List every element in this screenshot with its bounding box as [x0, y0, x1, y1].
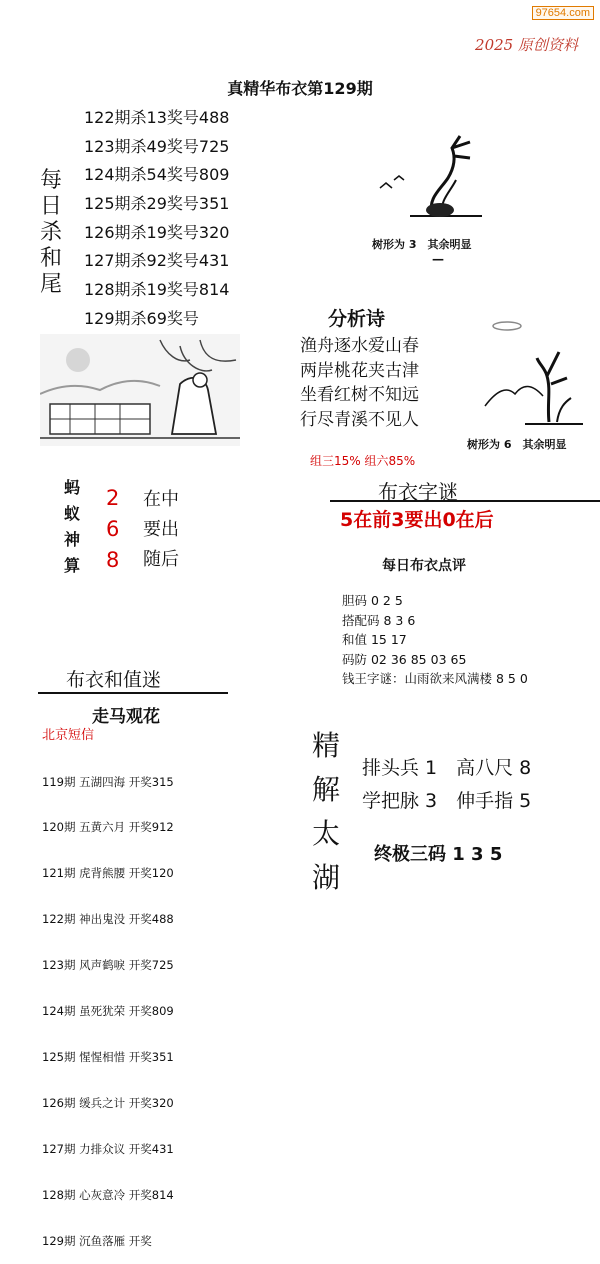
sum-riddle-title: 布衣和值迷	[66, 669, 162, 691]
table-row	[42, 1096, 174, 1111]
issue: 129期	[42, 1233, 76, 1248]
tree-shape-6-caption: 树形为 6 其余明显	[467, 438, 567, 451]
phrase: 神出鬼没	[79, 912, 126, 927]
sum-riddle-subtitle: 走马观花	[92, 707, 160, 727]
issue: 128期	[42, 1187, 76, 1202]
issue: 126期	[42, 1095, 76, 1110]
result: 开奖	[128, 1233, 152, 1248]
poem	[300, 334, 419, 432]
poem-title: 分析诗	[328, 308, 386, 330]
phrase: 沉鱼落雁	[79, 1233, 126, 1248]
result: 开奖912	[128, 820, 174, 835]
issue: 127期	[42, 1141, 76, 1156]
ant-number: 6	[106, 517, 120, 541]
table-row	[42, 912, 174, 927]
issue: 124期	[42, 1004, 76, 1019]
list-item: 129期杀69奖号	[84, 308, 199, 328]
ant-word: 随后	[143, 549, 179, 570]
ant-oracle-numbers	[106, 483, 124, 576]
phrase: 虽死犹荣	[79, 1004, 126, 1019]
ant-word: 在中	[143, 489, 179, 510]
taihu-vertical-label: 精解太湖	[312, 729, 341, 894]
final-three-codes: 终极三码 1 3 5	[374, 844, 503, 865]
daily-kill-vertical-label: 每日杀和尾	[40, 168, 63, 297]
kill-list	[84, 104, 229, 334]
table-row	[42, 1234, 174, 1249]
brand-stamp: 2025 原创资料	[475, 36, 578, 54]
daily-review	[342, 591, 528, 689]
table-row	[42, 1050, 174, 1065]
review-line: 和值 15 17	[342, 632, 407, 648]
scenery-illustration	[40, 334, 240, 446]
phrase: 惺惺相惜	[79, 1049, 126, 1064]
issue: 122期	[42, 912, 76, 927]
review-line: 搭配码 8 3 6	[342, 612, 416, 628]
taihu-riddles	[362, 752, 531, 818]
poem-line: 行尽青溪不见人	[300, 409, 419, 430]
ant-word: 要出	[143, 519, 179, 540]
beijing-sms-title: 北京短信	[42, 728, 95, 743]
phrase: 心灰意冷	[79, 1187, 126, 1202]
poem-line: 坐看红树不知远	[300, 385, 419, 405]
result: 开奖809	[128, 1004, 174, 1019]
result: 开奖315	[128, 774, 174, 789]
riddle-text: 5在前3要出0在后	[340, 509, 494, 531]
phrase: 风声鹤唳	[79, 958, 126, 973]
page-title: 真精华布衣第129期	[227, 79, 373, 98]
result: 开奖351	[128, 1049, 174, 1064]
table-row	[42, 958, 174, 973]
ant-oracle-label: 蚂蚁神算	[64, 478, 81, 575]
list-item: 122期杀13奖号488	[84, 108, 230, 127]
table-row	[42, 866, 174, 881]
divider	[330, 500, 600, 502]
review-line: 码防 02 36 85 03 65	[342, 651, 467, 667]
result: 开奖725	[128, 958, 174, 973]
list-item: 124期杀54奖号809	[84, 165, 230, 185]
group-ratio: 组三15% 组六85%	[310, 454, 416, 468]
result: 开奖120	[128, 866, 174, 881]
phrase: 虎背熊腰	[79, 866, 126, 881]
table-row	[42, 1142, 174, 1157]
phrase: 缓兵之计	[79, 1095, 126, 1110]
table-row	[42, 775, 174, 790]
divider	[38, 692, 228, 694]
review-title: 每日布衣点评	[382, 558, 466, 574]
phrase: 五黄六月	[79, 820, 126, 835]
result: 开奖320	[128, 1095, 174, 1110]
result: 开奖431	[128, 1141, 174, 1156]
caption-dash: —	[432, 252, 444, 266]
phrase: 力排众议	[79, 1141, 126, 1156]
list-item: 127期杀92奖号431	[84, 251, 230, 271]
issue: 125期	[42, 1049, 76, 1064]
poem-line: 渔舟逐水爱山春	[300, 336, 419, 356]
table-row	[42, 1188, 174, 1203]
list-item: 126期杀19奖号320	[84, 222, 230, 242]
list-item: 128期杀19奖号814	[84, 280, 230, 300]
issue: 119期	[42, 774, 76, 789]
result: 开奖488	[128, 912, 174, 927]
poem-line: 两岸桃花夹古津	[300, 360, 419, 381]
ant-number: 2	[106, 486, 120, 510]
issue: 120期	[42, 820, 76, 835]
result: 开奖814	[128, 1187, 174, 1202]
ant-number: 8	[106, 548, 120, 572]
review-line: 胆码 0 2 5	[342, 593, 403, 608]
issue: 121期	[42, 866, 76, 881]
list-item: 125期杀29奖号351	[84, 194, 230, 214]
tree-shape-6-illustration	[455, 318, 585, 430]
table-row	[42, 820, 174, 835]
site-watermark: 97654.com	[532, 6, 594, 20]
taihu-line: 排头兵 1 高八尺 8	[362, 757, 532, 779]
issue: 123期	[42, 958, 76, 973]
ant-oracle-words	[143, 485, 179, 575]
riddle-title: 布衣字谜	[378, 480, 458, 504]
taihu-line: 学把脉 3 伸手指 5	[362, 790, 532, 812]
table-row	[42, 1004, 174, 1019]
phrase: 五湖四海	[79, 774, 126, 789]
tree-shape-3-illustration	[370, 128, 490, 223]
review-line: 钱王字谜：山雨欲来风满楼 8 5 0	[342, 671, 528, 687]
beijing-sms-list	[42, 744, 174, 1264]
list-item: 123期杀49奖号725	[84, 136, 230, 156]
tree-shape-3-caption: 树形为 3 其余明显	[372, 238, 472, 251]
